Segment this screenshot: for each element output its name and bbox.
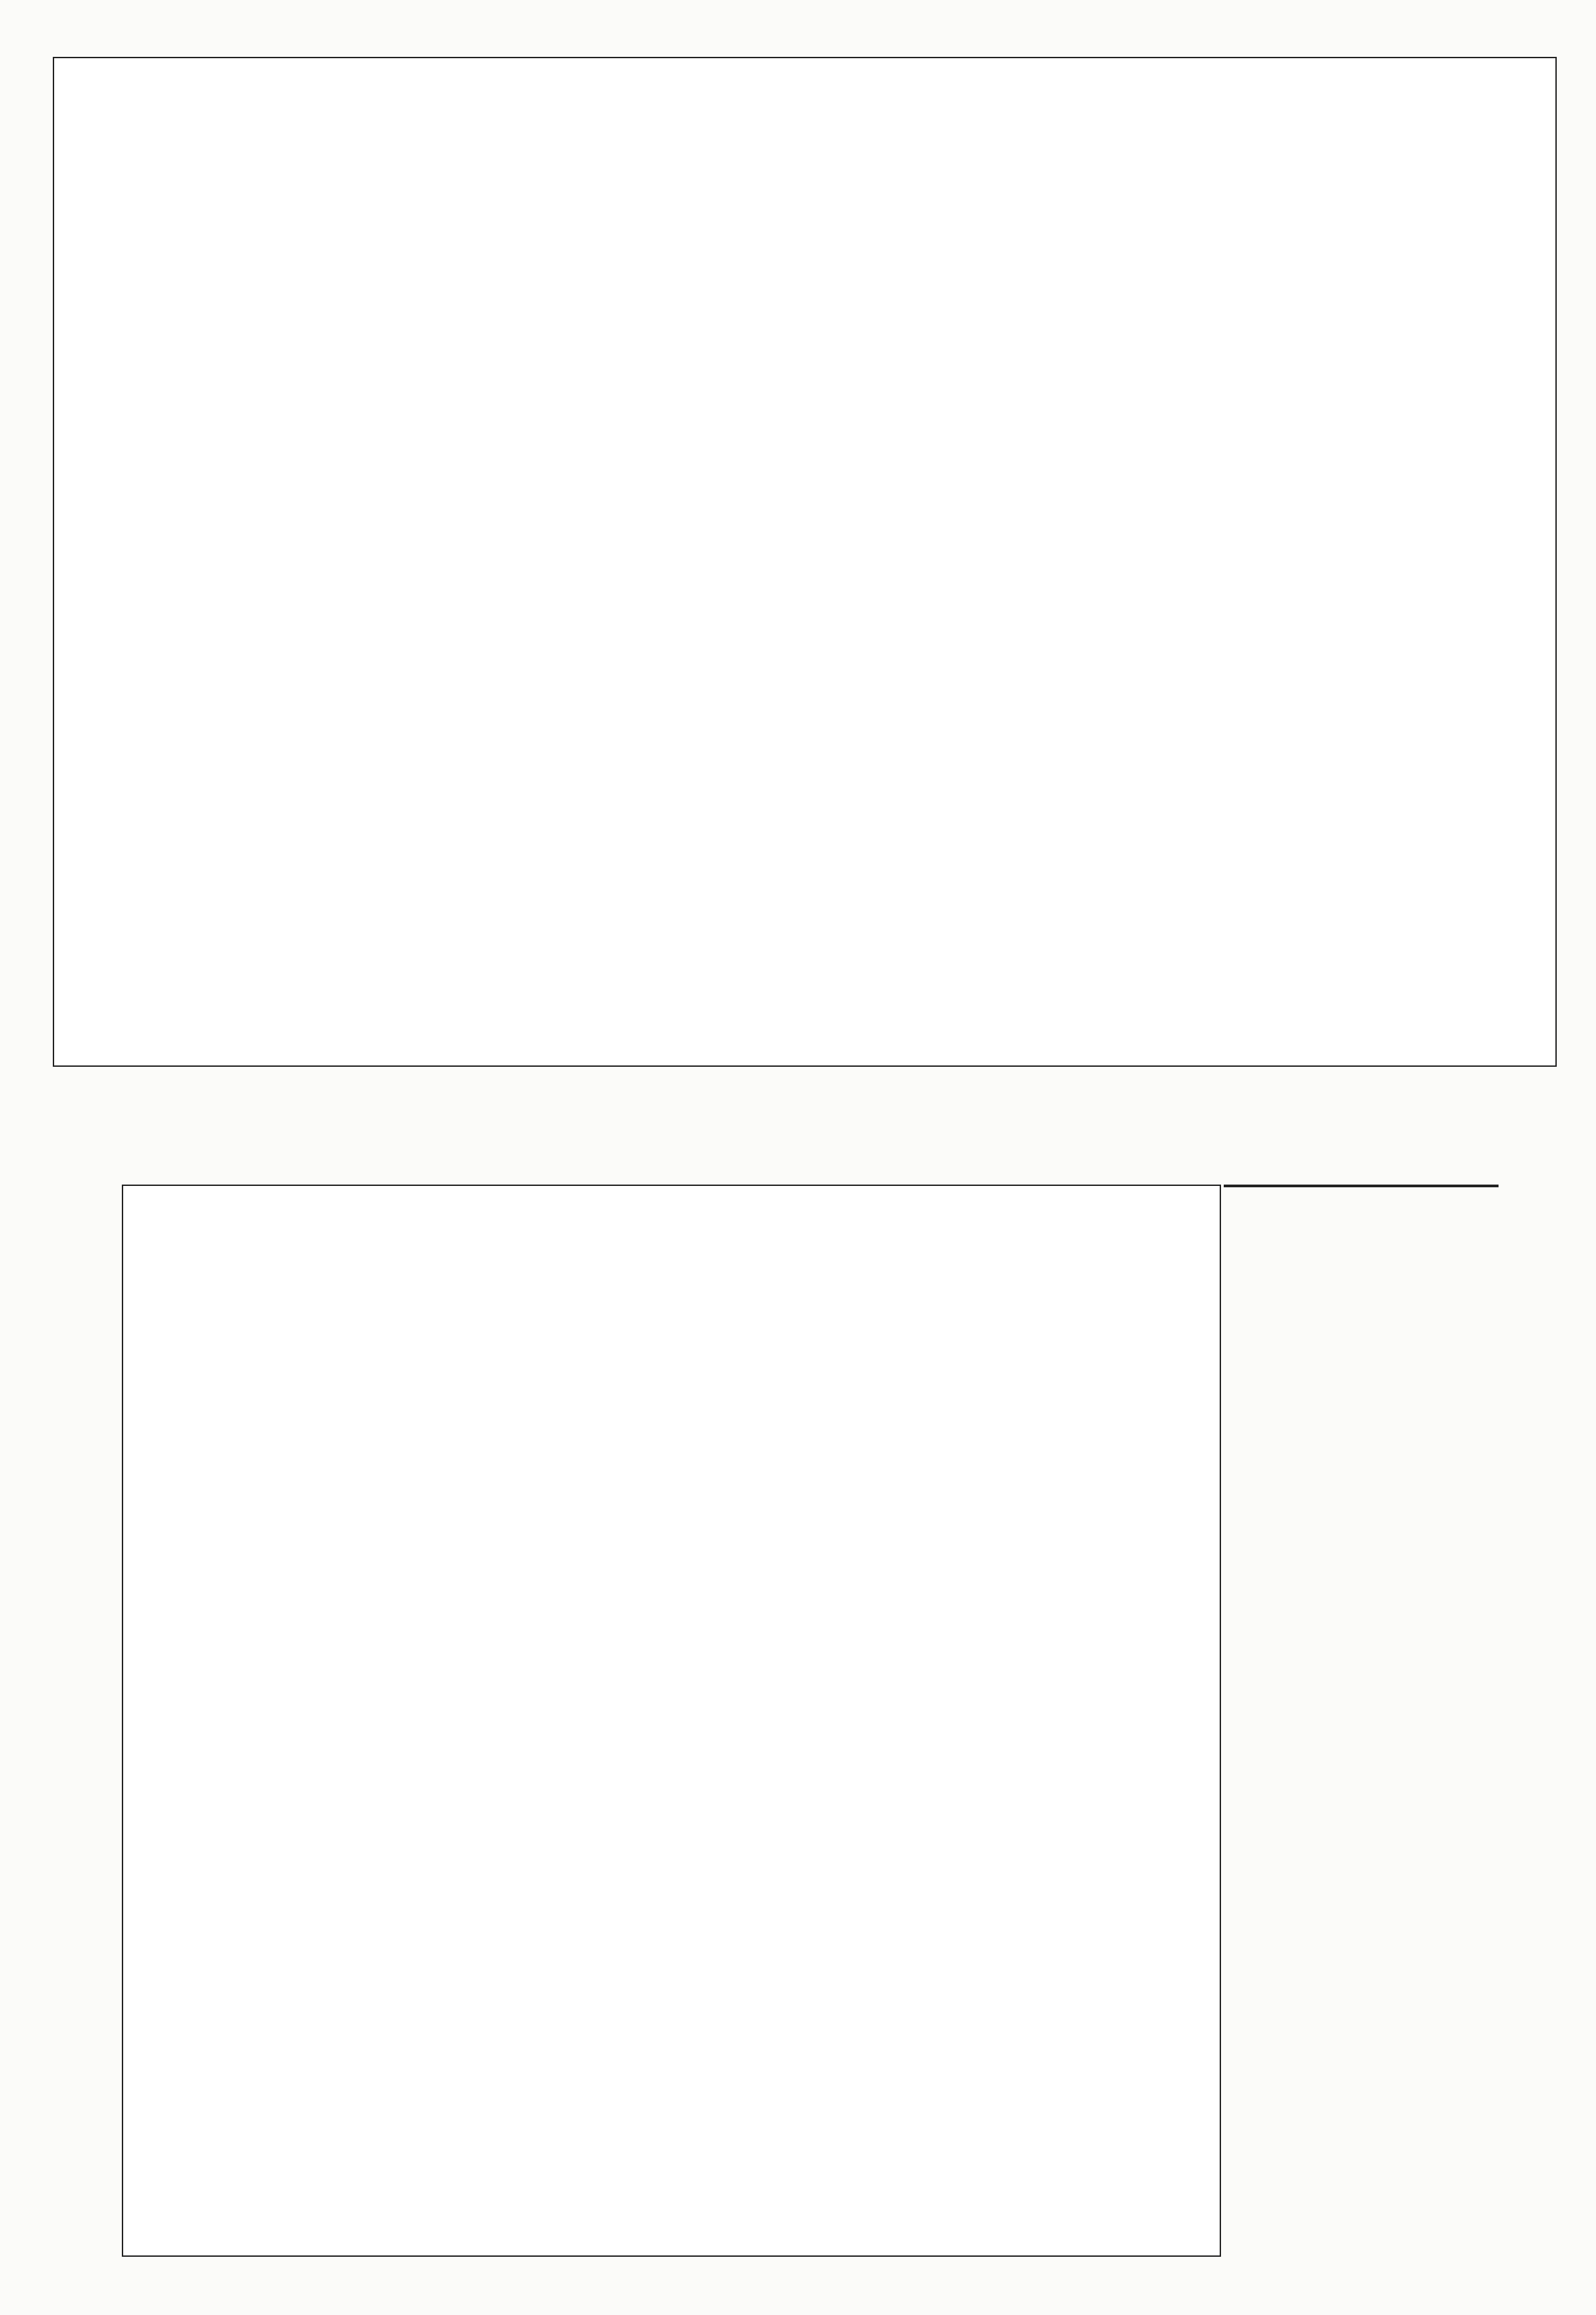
bottom-depot-tables (122, 1185, 1221, 2257)
top-depot-tables (53, 57, 1557, 1067)
top-sheet (0, 0, 1596, 1124)
bottom-sheet (0, 1124, 1596, 2315)
summary-panel (1224, 1185, 1499, 1187)
